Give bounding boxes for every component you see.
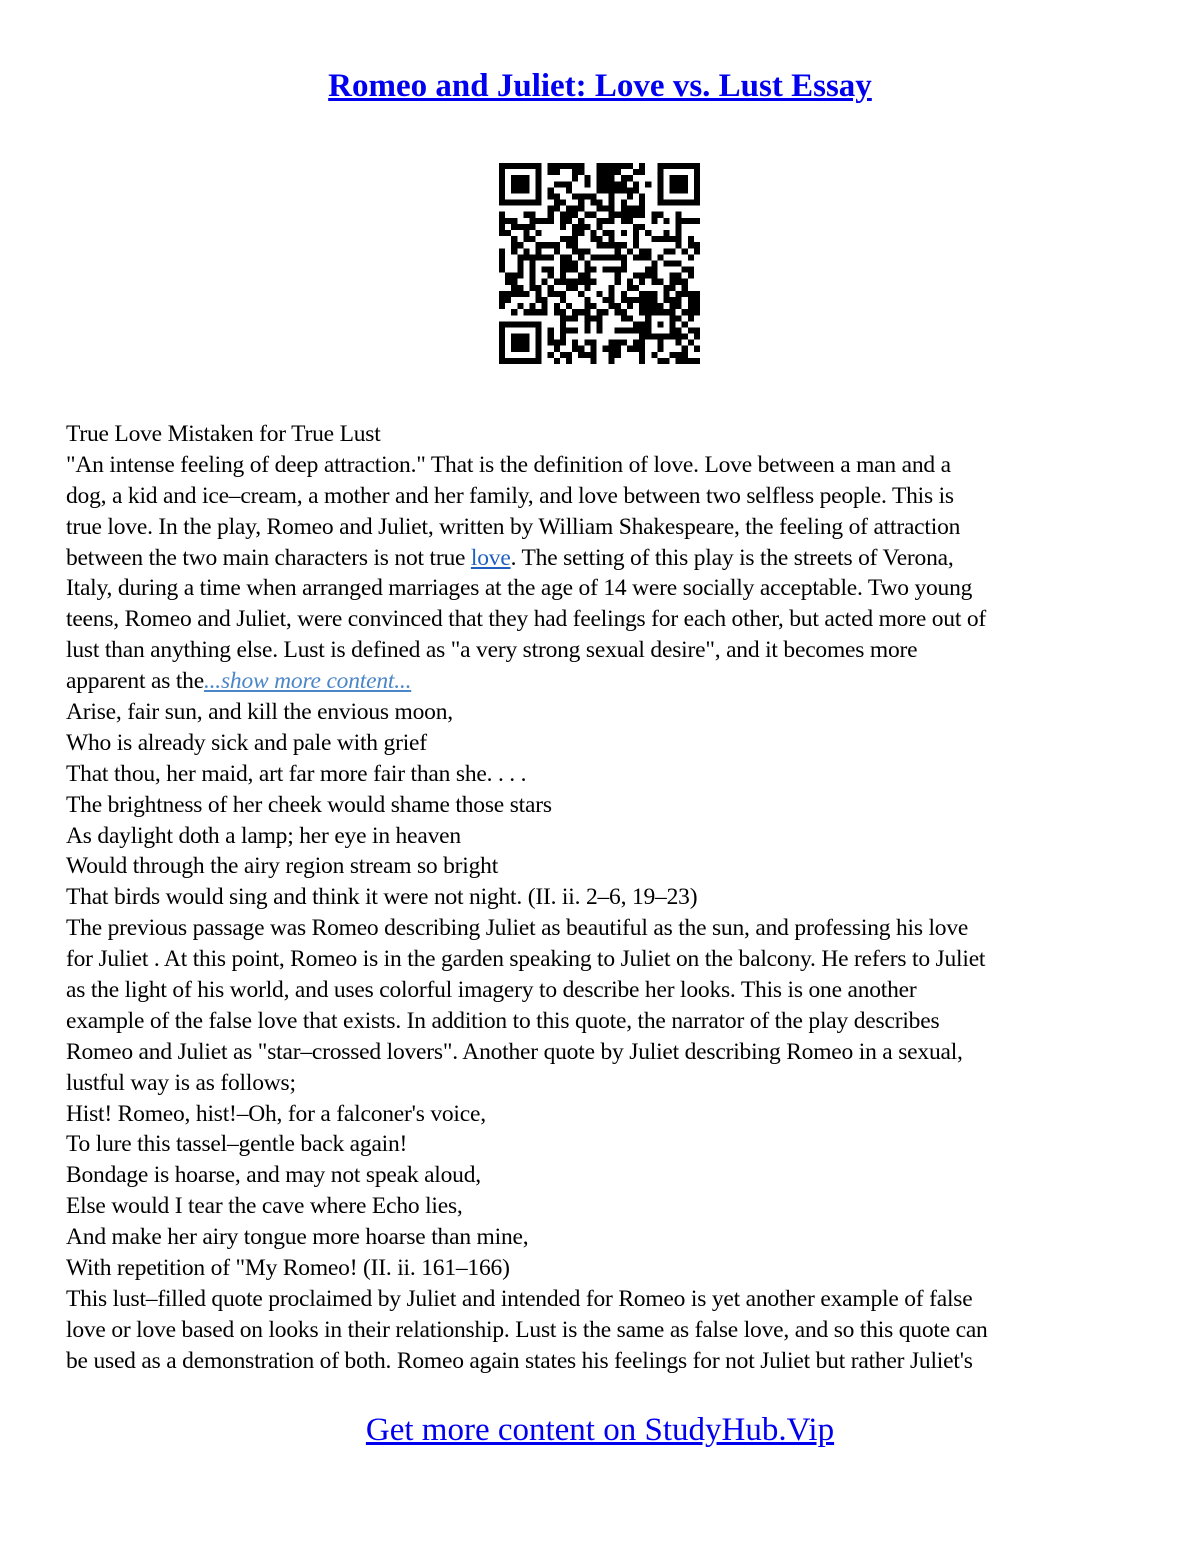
essay-line: Hist! Romeo, hist!–Oh, for a falconer's voice,	[66, 1100, 486, 1127]
essay-line: teens, Romeo and Juliet, were convinced that they had feelings for each other, but acted more out of	[66, 606, 987, 633]
essay-line-text: between the two main characters is not true	[66, 544, 471, 571]
essay-line: lustful way is as follows;	[66, 1069, 296, 1096]
essay-line: The brightness of her cheek would shame those stars	[66, 791, 552, 818]
essay-line: dog, a kid and ice–cream, a mother and her family, and love between two selfless people. This is	[66, 482, 954, 509]
essay-line: With repetition of "My Romeo! (II. ii. 161–166)	[66, 1255, 510, 1282]
essay-line: To lure this tassel–gentle back again!	[66, 1131, 408, 1158]
show-more-link[interactable]: ...show more content...	[203, 668, 412, 695]
essay-line: This lust–filled quote proclaimed by Juliet and intended for Romeo is yet another example of false	[66, 1285, 973, 1312]
essay-line: be used as a demonstration of both. Romeo again states his feelings for not Juliet but rather Juliet's	[66, 1347, 973, 1374]
essay-line	[66, 666, 1146, 697]
essay-continued	[66, 697, 1146, 1377]
essay-line	[66, 543, 1146, 574]
essay-line: for Juliet . At this point, Romeo is in the garden speaking to Juliet on the balcony. He refers to Juliet	[66, 946, 986, 973]
essay-line: As daylight doth a lamp; her eye in heaven	[66, 822, 461, 849]
essay-line: lust than anything else. Lust is defined as "a very strong sexual desire", and it becomes more	[66, 637, 918, 664]
essay-line: Romeo and Juliet as "star–crossed lovers". Another quote by Juliet describing Romeo in a sexual,	[66, 1038, 963, 1065]
essay-line: And make her airy tongue more hoarse than mine,	[66, 1224, 529, 1251]
essay-line: Would through the airy region stream so bright	[66, 853, 499, 880]
love-link[interactable]: love	[470, 544, 511, 571]
essay-line: That birds would sing and think it were not night. (II. ii. 2–6, 19–23)	[66, 884, 698, 911]
essay-line: Arise, fair sun, and kill the envious moon,	[66, 699, 453, 726]
get-more-content-link[interactable]: Get more content on StudyHub.Vip	[365, 1412, 835, 1448]
essay-line: The previous passage was Romeo describing Juliet as beautiful as the sun, and professing his love	[66, 915, 969, 942]
essay-line: as the light of his world, and uses colorful imagery to describe her looks. This is one another	[66, 977, 917, 1004]
essay-line: love or love based on looks in their relationship. Lust is the same as false love, and so this quote can	[66, 1316, 988, 1343]
essay-line: Who is already sick and pale with grief	[66, 729, 427, 756]
essay-line: That thou, her maid, art far more fair than she. . . .	[66, 760, 527, 787]
essay-line: true love. In the play, Romeo and Juliet, written by William Shakespeare, the feeling of attraction	[66, 513, 961, 540]
essay-line: Italy, during a time when arranged marriages at the age of 14 were socially acceptable. Two young	[66, 575, 973, 602]
essay-heading: True Love Mistaken for True Lust	[66, 421, 381, 447]
essay-line: Bondage is hoarse, and may not speak aloud,	[66, 1162, 481, 1189]
document-title	[0, 64, 1200, 108]
qr-code-icon	[499, 163, 700, 364]
title-link[interactable]: Romeo and Juliet: Love vs. Lust Essay	[328, 68, 872, 104]
essay-line: "An intense feeling of deep attraction." That is the definition of love. Love between a man and a	[66, 451, 951, 478]
footer	[0, 1408, 1200, 1452]
essay-body	[66, 419, 1146, 1377]
essay-line-text: apparent as the	[66, 668, 204, 695]
essay-line: Else would I tear the cave where Echo lies,	[66, 1193, 463, 1220]
essay-line: example of the false love that exists. In addition to this quote, the narrator of the play describes	[66, 1007, 940, 1034]
essay-line-text: . The setting of this play is the streets of Verona,	[510, 544, 954, 571]
